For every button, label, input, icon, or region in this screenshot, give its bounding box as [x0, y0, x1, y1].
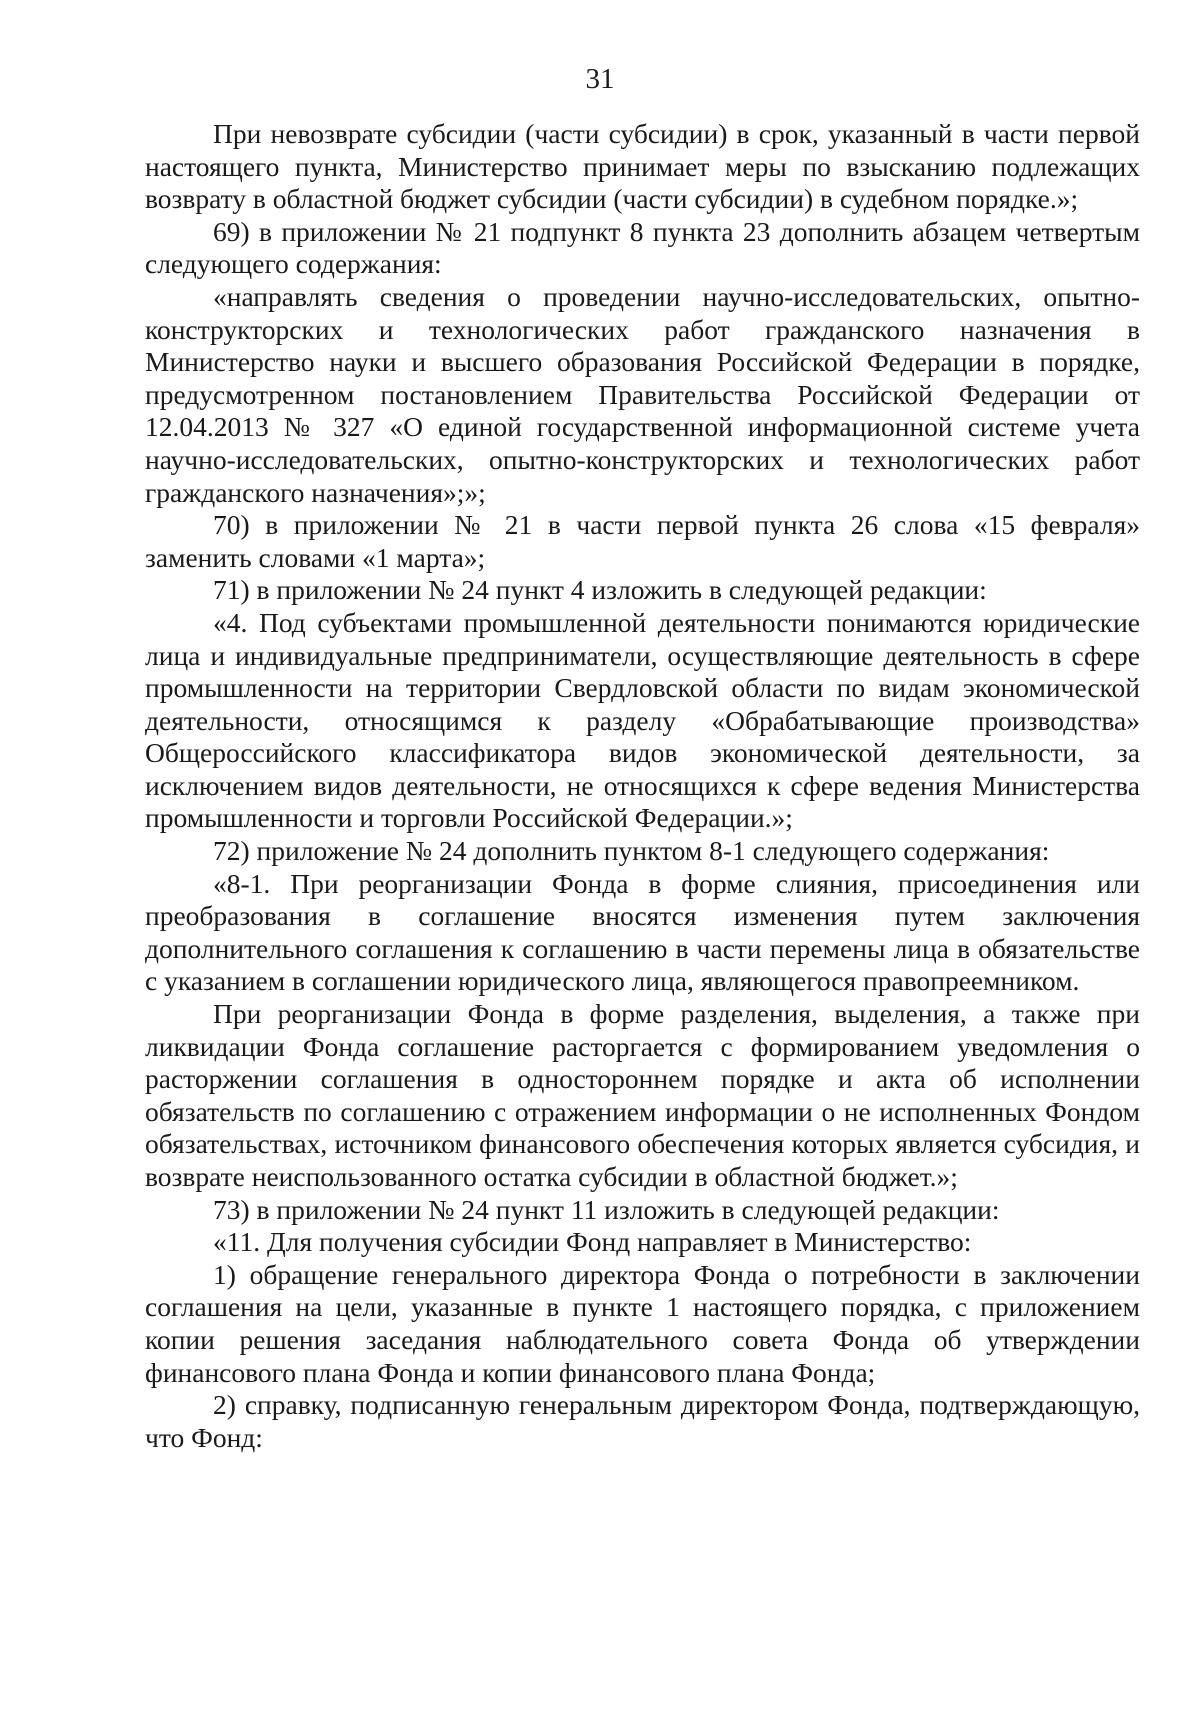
paragraph-item-69: 69) в приложении № 21 подпункт 8 пункта 23 дополнить абзацем четвертым следующего содержания: — [145, 215, 1140, 280]
paragraph-subitem-2: 2) справку, подписанную генеральным директором Фонда, подтверждающую, что Фонд: — [145, 1389, 1140, 1453]
paragraph-item-71-quote: «4. Под субъектами промышленной деятельности понимаются юридические лица и индивидуальные предприниматели, осуществляющие деятельность в сфере промышленности на территории Свердловской области по видам экономической деятельности, относящимся к разделу «Обрабатывающие производства» Общероссийского классификатора видов экономической деятельности, за исключением видов деятельности, не относящихся к сфере ведения Министерства промышленности и торговли Российской Федерации.»; — [145, 606, 1140, 834]
document-body — [145, 118, 1140, 1454]
paragraph-subitem-1: 1) обращение генерального директора Фонда о потребности в заключении соглашения на цели, указанные в пункте 1 настоящего порядка, с приложением копии решения заседания наблюдательного совета Фонда об утверждении финансового плана Фонда и копии финансового плана Фонда; — [145, 1258, 1140, 1388]
paragraph-item-72-liquidation: При реорганизации Фонда в форме разделения, выделения, а также при ликвидации Фонда соглашение расторгается с формированием уведомления о расторжении соглашения в одностороннем порядке и акта об исполнении обязательств по соглашению с отражением информации о не исполненных Фондом обязательствах, источником финансового обеспечения которых является субсидия, и возврате неиспользованного остатка субсидии в областной бюджет.»; — [145, 998, 1140, 1192]
paragraph-item-71: 71) в приложении № 24 пункт 4 изложить в следующей редакции: — [213, 574, 987, 606]
paragraph-item-72-quote: «8-1. При реорганизации Фонда в форме слияния, присоединения или преобразования в соглашение вносятся изменения путем заключения дополнительного соглашения к соглашению в части перемены лица в обязательстве с указанием в соглашении юридического лица, являющегося правопреемником. — [145, 867, 1140, 997]
paragraph-item-73-quote: «11. Для получения субсидии Фонд направляет в Министерство: — [213, 1226, 972, 1258]
paragraph-item-72: 72) приложение № 24 дополнить пунктом 8-1 следующего содержания: — [213, 835, 1050, 867]
paragraph-item-70: 70) в приложении № 21 в части первой пункта 26 слова «15 февраля» заменить словами «1 марта»; — [145, 509, 1140, 573]
paragraph-item-69-quote: «направлять сведения о проведении научно-исследовательских, опытно-конструкторских и технологических работ гражданского назначения в Министерство науки и высшего образования Российской Федерации в порядке, предусмотренном постановлением Правительства Российской Федерации от 12.04.2013 № 327 «О единой государственной информационной системе учета научно-исследовательских, опытно-конструкторских и технологических работ гражданского назначения»;»; — [145, 280, 1140, 508]
paragraph-nonrefund-recovery: При невозврате субсидии (части субсидии) в срок, указанный в части первой настоящего пункта, Министерство принимает меры по взысканию подлежащих возврату в областной бюджет субсидии (части субсидии) в судебном порядке.»; — [145, 118, 1140, 215]
paragraph-item-73: 73) в приложении № 24 пункт 11 изложить в следующей редакции: — [213, 1193, 1000, 1225]
page-number: 31 — [585, 63, 615, 95]
